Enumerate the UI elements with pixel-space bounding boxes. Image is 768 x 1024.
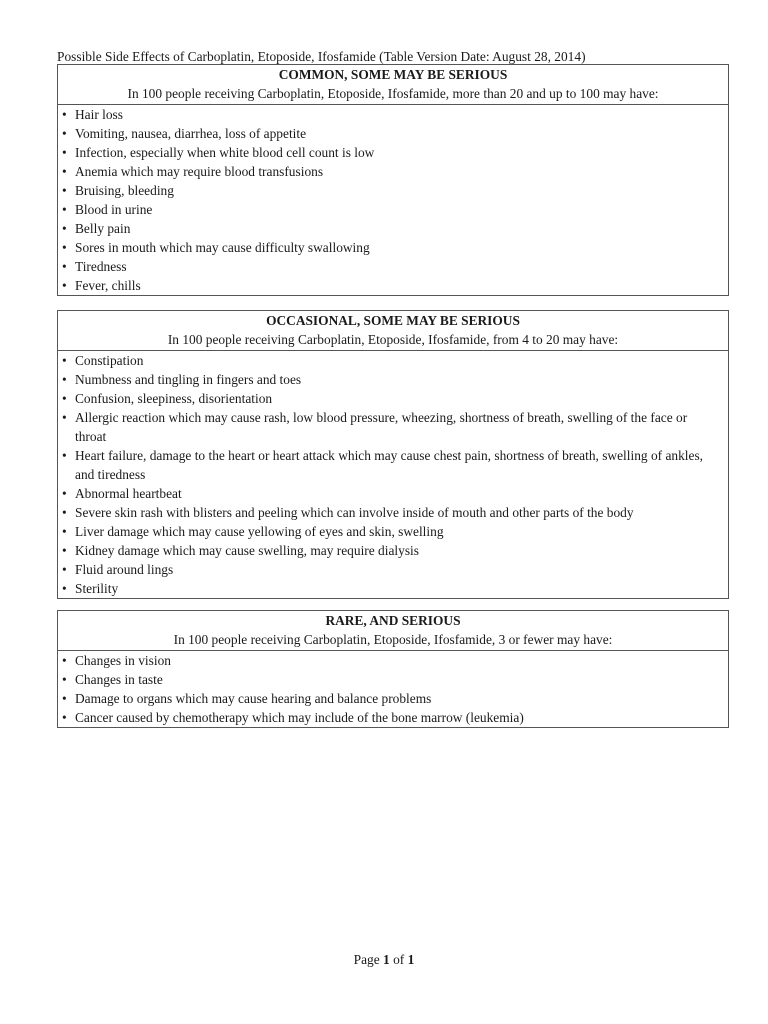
bullet-icon: •	[62, 145, 67, 160]
side-effects-table-rare	[57, 610, 729, 728]
list-item: • Blood in urine	[62, 202, 153, 217]
bullet-icon: •	[62, 562, 67, 577]
bullet-icon: •	[62, 183, 67, 198]
side-effects-table-common	[57, 64, 729, 296]
bullet-icon: •	[62, 505, 67, 520]
list-item: • Cancer caused by chemotherapy which may include of the bone marrow (leukemia)	[62, 710, 524, 725]
bullet-icon: •	[62, 202, 67, 217]
bullet-icon: •	[62, 240, 67, 255]
document-title: Possible Side Effects of Carboplatin, Etoposide, Ifosfamide (Table Version Date: August 28, 2014)	[57, 49, 586, 64]
table-subheading: In 100 people receiving Carboplatin, Etoposide, Ifosfamide, 3 or fewer may have:	[173, 632, 613, 647]
list-item: • Kidney damage which may cause swelling, may require dialysis	[62, 543, 419, 558]
table-header	[58, 65, 728, 105]
bullet-icon: •	[62, 672, 67, 687]
bullet-icon: •	[62, 278, 67, 293]
list-item: • Sterility	[62, 581, 119, 596]
list-item: • Infection, especially when white blood cell count is low	[62, 145, 375, 160]
bullet-icon: •	[62, 372, 67, 387]
bullet-icon: •	[62, 653, 67, 668]
list-item: • Abnormal heartbeat	[62, 486, 182, 501]
bullet-icon: •	[62, 410, 67, 425]
list-item: • Changes in vision	[62, 653, 171, 668]
bullet-icon: •	[62, 164, 67, 179]
bullet-icon: •	[62, 391, 67, 406]
list-item: • Fluid around lings	[62, 562, 174, 577]
list-item: • Sores in mouth which may cause difficulty swallowing	[62, 240, 370, 255]
list-item: • Damage to organs which may cause hearing and balance problems	[62, 691, 432, 706]
bullet-icon: •	[62, 221, 67, 236]
side-effects-table-occasional	[57, 310, 729, 599]
bullet-icon: •	[62, 581, 67, 596]
bullet-icon: •	[62, 486, 67, 501]
bullet-icon: •	[62, 448, 67, 463]
table-heading: RARE, AND SERIOUS	[325, 613, 461, 628]
table-header	[58, 611, 728, 651]
bullet-icon: •	[62, 353, 67, 368]
list-item: • Numbness and tingling in fingers and toes	[62, 372, 302, 387]
side-effects-list	[58, 105, 728, 295]
list-item: • Changes in taste	[62, 672, 163, 687]
side-effects-list	[58, 651, 728, 727]
table-header	[58, 311, 728, 351]
list-item: • Tiredness	[62, 259, 127, 274]
table-heading: COMMON, SOME MAY BE SERIOUS	[278, 67, 508, 82]
list-item: • Vomiting, nausea, diarrhea, loss of appetite	[62, 126, 307, 141]
side-effects-list	[58, 351, 728, 598]
list-item: • Belly pain	[62, 221, 131, 236]
bullet-icon: •	[62, 524, 67, 539]
list-item: • Bruising, bleeding	[62, 183, 174, 198]
table-subheading: In 100 people receiving Carboplatin, Etoposide, Ifosfamide, more than 20 and up to 100 may have:	[127, 86, 659, 101]
list-item: • Hair loss	[62, 107, 123, 122]
bullet-icon: •	[62, 126, 67, 141]
list-item: • Allergic reaction which may cause rash, low blood pressure, wheezing, shortness of breath, swelling of the face or throat	[62, 410, 688, 444]
table-heading: OCCASIONAL, SOME MAY BE SERIOUS	[266, 313, 520, 328]
list-item: • Liver damage which may cause yellowing of eyes and skin, swelling	[62, 524, 444, 539]
bullet-icon: •	[62, 691, 67, 706]
list-item: • Fever, chills	[62, 278, 141, 293]
bullet-icon: •	[62, 543, 67, 558]
list-item: • Severe skin rash with blisters and peeling which can involve inside of mouth and other parts of the body	[62, 505, 634, 520]
page-number: Page 1 of 1	[353, 952, 415, 967]
bullet-icon: •	[62, 710, 67, 725]
list-item: • Constipation	[62, 353, 144, 368]
table-subheading: In 100 people receiving Carboplatin, Etoposide, Ifosfamide, from 4 to 20 may have:	[167, 332, 619, 347]
bullet-icon: •	[62, 259, 67, 274]
list-item: • Heart failure, damage to the heart or heart attack which may cause chest pain, shortness of breath, swelling of ankles, and tiredness	[62, 448, 704, 482]
list-item: • Confusion, sleepiness, disorientation	[62, 391, 273, 406]
list-item: • Anemia which may require blood transfusions	[62, 164, 324, 179]
bullet-icon: •	[62, 107, 67, 122]
